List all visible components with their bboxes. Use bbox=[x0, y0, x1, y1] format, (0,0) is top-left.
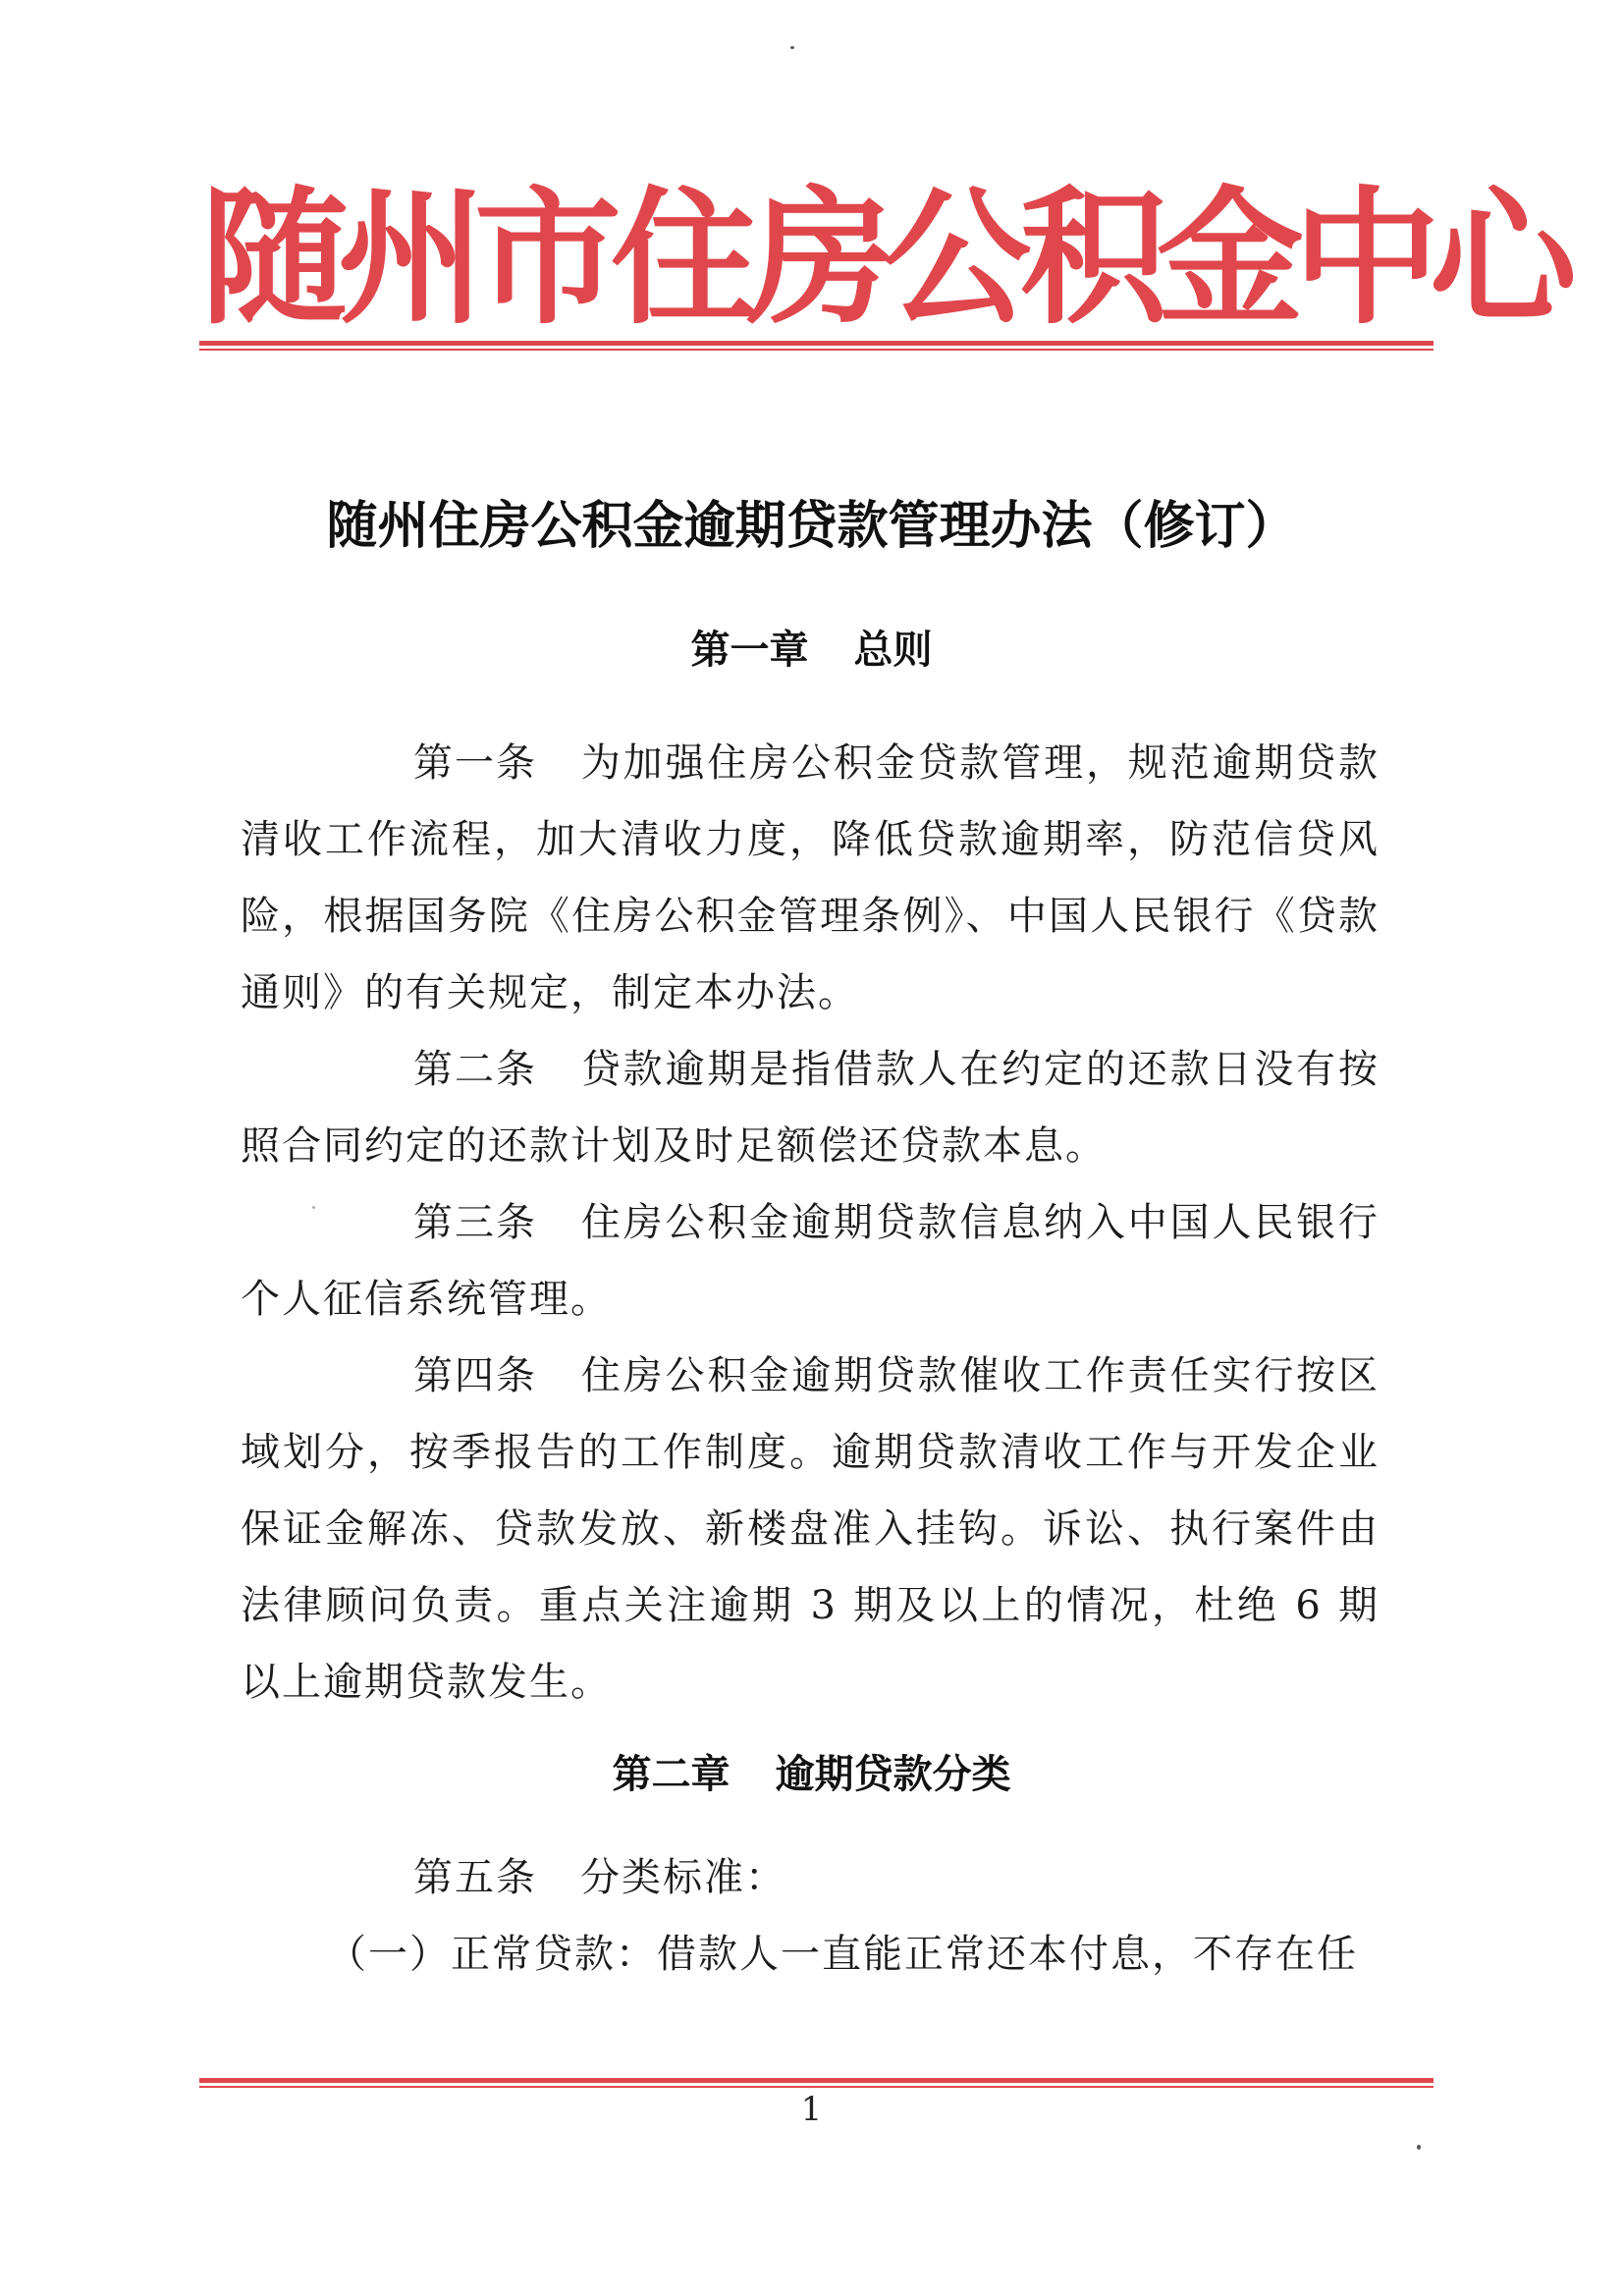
page-number: 1 bbox=[800, 2090, 823, 2129]
article-number: 第五条 bbox=[413, 1855, 537, 1900]
chapter-name: 逾期贷款分类 bbox=[775, 1752, 1011, 1797]
chapter-heading-2 bbox=[0, 1747, 1623, 1802]
article-paragraph bbox=[241, 725, 1380, 1031]
letterhead-char: 中 bbox=[1293, 172, 1441, 345]
article-text: 住房公积金逾期贷款催收工作责任实行按区域划分，按季报告的工作制度。逾期贷款清收工作与开发企业保证金解冻、贷款发放、新楼盘准入挂钩。诉讼、执行案件由法律顾问负责。重点关注逾期 3 期及以上的情况，杜绝 6 期以上逾期贷款发生。 bbox=[241, 1353, 1380, 1705]
document-title: 随州住房公积金逾期贷款管理办法（修订） bbox=[326, 496, 1297, 556]
scan-speck bbox=[1417, 2145, 1421, 2150]
article-paragraph bbox=[241, 1338, 1380, 1721]
letterhead-char: 市 bbox=[474, 172, 622, 345]
letterhead-char: 心 bbox=[1430, 172, 1578, 345]
article-text: 为加强住房公积金贷款管理，规范逾期贷款清收工作流程，加大清收力度，降低贷款逾期率，防范信贷风险，根据国务院《住房公积金管理条例》、中国人民银行《贷款通则》的有关规定，制定本办法。 bbox=[241, 740, 1380, 1015]
article-text: 贷款逾期是指借款人在约定的还款日没有按照合同约定的还款计划及时足额偿还贷款本息。 bbox=[241, 1047, 1380, 1169]
letterhead-org-name bbox=[201, 172, 1578, 345]
letterhead-char: 房 bbox=[747, 172, 895, 345]
article-number: 第一条 bbox=[413, 740, 537, 786]
letterhead-char: 随 bbox=[201, 172, 350, 345]
scan-speck bbox=[312, 1206, 315, 1209]
article-text: 住房公积金逾期贷款信息纳入中国人民银行个人征信系统管理。 bbox=[241, 1200, 1380, 1322]
article-text: 分类标准： bbox=[580, 1855, 786, 1900]
article-number: 第四条 bbox=[413, 1353, 537, 1398]
article-item: （一）正常贷款：借款人一直能正常还本付息，不存在任 bbox=[327, 1932, 1358, 1977]
article-paragraph bbox=[241, 1184, 1380, 1338]
article-number: 第三条 bbox=[413, 1200, 537, 1245]
article-paragraph bbox=[241, 1839, 1380, 1916]
chapter-name: 总则 bbox=[853, 628, 933, 673]
article-number: 第二条 bbox=[413, 1047, 537, 1092]
letterhead-char: 公 bbox=[884, 172, 1032, 345]
letterhead-char: 住 bbox=[611, 172, 759, 345]
chapter-number: 第一章 bbox=[690, 628, 809, 673]
letterhead-divider bbox=[199, 341, 1434, 351]
footer-divider bbox=[199, 2078, 1434, 2088]
chapter2-body bbox=[241, 1839, 1380, 1993]
chapter-number: 第二章 bbox=[612, 1752, 730, 1797]
letterhead-char: 积 bbox=[1020, 172, 1168, 345]
chapter1-body bbox=[241, 725, 1380, 1721]
chapter-heading-1 bbox=[0, 623, 1623, 678]
letterhead-char: 金 bbox=[1157, 172, 1305, 345]
letterhead-char: 州 bbox=[338, 172, 486, 345]
article-paragraph bbox=[241, 1031, 1380, 1184]
scan-speck bbox=[790, 46, 794, 49]
